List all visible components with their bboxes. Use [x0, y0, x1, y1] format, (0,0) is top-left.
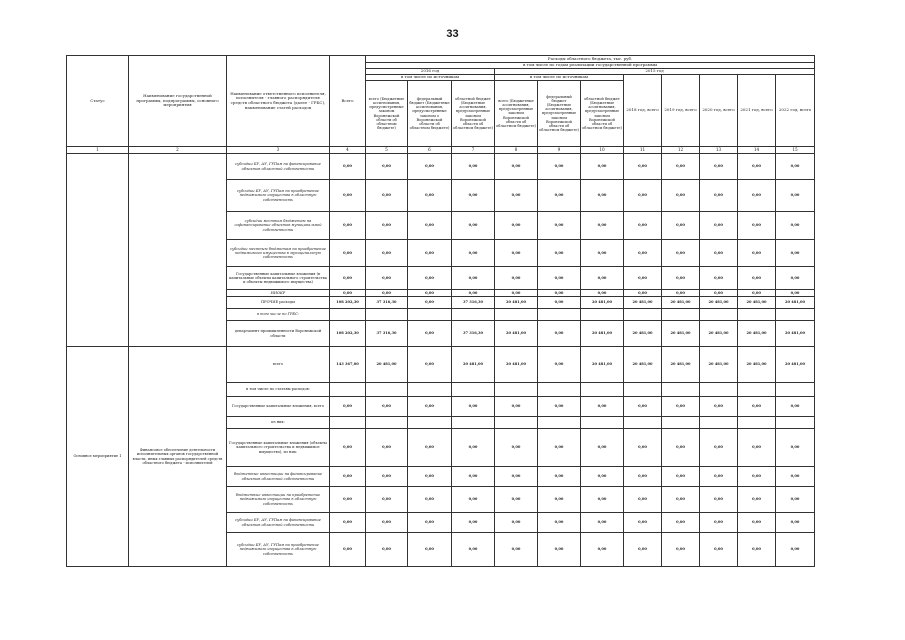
value-cell: 20 481,00	[776, 347, 815, 383]
value-cell: 0,00	[330, 212, 366, 240]
value-cell: 0,00	[408, 467, 452, 487]
value-cell: 0,00	[452, 212, 495, 240]
value-cell: 0,00	[408, 154, 452, 180]
value-cell: 0,00	[662, 397, 700, 417]
value-cell: 0,00	[738, 397, 776, 417]
value-cell: 0,00	[366, 212, 408, 240]
column-numbers-row	[67, 147, 815, 154]
value-cell: 0,00	[366, 533, 408, 567]
column-number: 5	[366, 147, 408, 154]
value-cell	[366, 309, 408, 321]
value-cell: 20 481,00	[495, 347, 538, 383]
value-cell: 0,00	[330, 533, 366, 567]
value-cell	[408, 309, 452, 321]
row-status: Основное мероприятие 1	[67, 347, 129, 567]
value-cell: 0,00	[408, 321, 452, 347]
value-cell: 0,00	[738, 533, 776, 567]
value-cell	[366, 417, 408, 429]
value-cell	[408, 417, 452, 429]
header-year-2015: 2015 год	[495, 69, 815, 75]
value-cell: 0,00	[366, 397, 408, 417]
expense-item: в том числе по статьям расходов:	[227, 383, 330, 397]
value-cell: 37 316,30	[452, 321, 495, 347]
value-cell: 20 481,00	[581, 347, 624, 383]
value-cell: 0,00	[624, 429, 662, 467]
header-2020: 2020 год, всего	[700, 75, 738, 147]
value-cell: 20 481,00	[738, 321, 776, 347]
value-cell	[624, 417, 662, 429]
value-cell: 20 481,00	[738, 347, 776, 383]
value-cell: 20 481,00	[662, 347, 700, 383]
value-cell: 0,00	[408, 267, 452, 290]
value-cell: 0,00	[366, 180, 408, 212]
value-cell: 0,00	[624, 533, 662, 567]
value-cell: 20 481,00	[624, 347, 662, 383]
value-cell: 20 481,00	[700, 321, 738, 347]
expense-item: бюджетные инвестиции на приобретение недвижимого имущества в областную собственность	[227, 487, 330, 513]
value-cell: 0,00	[452, 240, 495, 267]
value-cell: 0,00	[452, 487, 495, 513]
header-2015-regional: областной бюджет (Бюджетные ассигнования, предусмотренные законом Воронежской области об областном бюджете)	[581, 81, 624, 147]
value-cell: 0,00	[330, 397, 366, 417]
value-cell: 0,00	[538, 347, 581, 383]
value-cell: 0,00	[738, 180, 776, 212]
column-number: 2	[129, 147, 227, 154]
column-number: 6	[408, 147, 452, 154]
value-cell: 0,00	[624, 467, 662, 487]
table-body	[67, 154, 815, 567]
column-number: 4	[330, 147, 366, 154]
value-cell: 0,00	[624, 267, 662, 290]
expense-item: субсидии БУ, АУ, ГУПам на финансирование объектов областной собственности	[227, 513, 330, 533]
value-cell	[538, 417, 581, 429]
value-cell: 0,00	[776, 487, 815, 513]
value-cell: 20 481,00	[662, 321, 700, 347]
value-cell: 0,00	[624, 290, 662, 297]
value-cell: 0,00	[738, 429, 776, 467]
value-cell: 0,00	[662, 180, 700, 212]
value-cell: 0,00	[452, 467, 495, 487]
value-cell	[738, 383, 776, 397]
value-cell: 0,00	[581, 240, 624, 267]
value-cell: 0,00	[662, 154, 700, 180]
value-cell: 0,00	[662, 467, 700, 487]
expense-item: всего	[227, 347, 330, 383]
value-cell: 0,00	[330, 180, 366, 212]
value-cell: 0,00	[700, 212, 738, 240]
value-cell: 0,00	[452, 267, 495, 290]
value-cell: 0,00	[700, 429, 738, 467]
value-cell: 0,00	[581, 487, 624, 513]
header-expenses-subtitle: в том числе по годам реализации государственной программы	[366, 63, 815, 69]
value-cell: 0,00	[700, 467, 738, 487]
column-number: 1	[67, 147, 129, 154]
value-cell: 0,00	[452, 397, 495, 417]
value-cell: 0,00	[366, 513, 408, 533]
value-cell: 20 481,00	[662, 297, 700, 309]
value-cell: 0,00	[495, 212, 538, 240]
value-cell: 0,00	[452, 513, 495, 533]
header-status: Статус	[67, 56, 129, 147]
expense-item: Государственные капитальные вложения, всего	[227, 397, 330, 417]
expense-item: Государственные капитальные вложения (объекты капитального строительства и недвижимое имущество), из них:	[227, 429, 330, 467]
row-program-empty	[129, 154, 227, 347]
value-cell: 0,00	[452, 290, 495, 297]
value-cell: 0,00	[776, 154, 815, 180]
value-cell: 0,00	[662, 212, 700, 240]
header-2015-federal: федеральный бюджет (Бюджетные ассигнования, предусмотренные законом Воронежской области об областном бюджете)	[538, 81, 581, 147]
value-cell: 20 481,00	[581, 321, 624, 347]
value-cell: 0,00	[408, 429, 452, 467]
value-cell: 0,00	[624, 180, 662, 212]
value-cell	[776, 417, 815, 429]
value-cell: 0,00	[776, 397, 815, 417]
value-cell: 0,00	[538, 267, 581, 290]
value-cell: 0,00	[452, 180, 495, 212]
table-row	[67, 347, 815, 383]
value-cell: 0,00	[408, 487, 452, 513]
value-cell: 0,00	[776, 290, 815, 297]
expense-item: ПРОЧИЕ расходы	[227, 297, 330, 309]
value-cell: 20 481,00	[366, 347, 408, 383]
value-cell: 0,00	[408, 180, 452, 212]
value-cell	[538, 383, 581, 397]
header-total: Всего	[330, 56, 366, 147]
value-cell: 0,00	[624, 397, 662, 417]
value-cell: 0,00	[366, 487, 408, 513]
value-cell: 0,00	[700, 397, 738, 417]
row-program: Финансовое обеспечение деятельности исполнительных органов государственной власти, иных главных распорядителей средств областного бюджета - исполнителей	[129, 347, 227, 567]
value-cell: 0,00	[366, 267, 408, 290]
value-cell: 108 202,30	[330, 321, 366, 347]
value-cell	[662, 417, 700, 429]
expense-item: НИОКР	[227, 290, 330, 297]
value-cell: 0,00	[738, 467, 776, 487]
value-cell: 0,00	[538, 297, 581, 309]
expense-item: департамент промышленности Воронежской области	[227, 321, 330, 347]
value-cell	[581, 383, 624, 397]
value-cell: 0,00	[662, 513, 700, 533]
value-cell: 0,00	[738, 240, 776, 267]
row-status-empty	[67, 154, 129, 347]
value-cell: 0,00	[495, 533, 538, 567]
expense-item: субсидии БУ, АУ, ГУПам на финансирование объектов областной собственности	[227, 154, 330, 180]
value-cell: 0,00	[624, 154, 662, 180]
value-cell: 0,00	[662, 429, 700, 467]
value-cell: 0,00	[700, 154, 738, 180]
value-cell: 0,00	[581, 212, 624, 240]
value-cell: 0,00	[495, 467, 538, 487]
value-cell: 0,00	[538, 533, 581, 567]
value-cell: 143 367,00	[330, 347, 366, 383]
value-cell: 0,00	[408, 290, 452, 297]
value-cell	[538, 309, 581, 321]
value-cell: 20 481,00	[738, 297, 776, 309]
value-cell	[452, 383, 495, 397]
value-cell	[776, 383, 815, 397]
value-cell: 20 481,00	[700, 297, 738, 309]
value-cell: 0,00	[408, 533, 452, 567]
value-cell: 0,00	[538, 212, 581, 240]
value-cell: 0,00	[538, 397, 581, 417]
value-cell: 0,00	[366, 429, 408, 467]
column-number: 14	[738, 147, 776, 154]
value-cell: 0,00	[738, 290, 776, 297]
value-cell	[330, 383, 366, 397]
column-number: 9	[538, 147, 581, 154]
value-cell: 0,00	[408, 513, 452, 533]
header-2016-total: всего (Бюджетные ассигнования, предусмотренные законом Воронежской области об областном бюджете)	[366, 81, 408, 147]
value-cell: 108 202,30	[330, 297, 366, 309]
expense-item: субсидии БУ, АУ, ГУПам на приобретение недвижимого имущества в областную собственность	[227, 533, 330, 567]
column-number: 13	[700, 147, 738, 154]
value-cell: 0,00	[538, 180, 581, 212]
value-cell: 0,00	[581, 180, 624, 212]
value-cell: 0,00	[408, 347, 452, 383]
value-cell: 20 481,00	[581, 297, 624, 309]
value-cell: 0,00	[408, 297, 452, 309]
value-cell: 0,00	[495, 240, 538, 267]
value-cell: 0,00	[581, 533, 624, 567]
value-cell: 0,00	[330, 240, 366, 267]
value-cell: 0,00	[538, 513, 581, 533]
value-cell: 0,00	[581, 154, 624, 180]
expense-item: в том числе по ГРБС:	[227, 309, 330, 321]
value-cell: 0,00	[408, 212, 452, 240]
value-cell: 0,00	[738, 513, 776, 533]
value-cell: 0,00	[495, 180, 538, 212]
value-cell: 0,00	[776, 513, 815, 533]
value-cell: 0,00	[330, 513, 366, 533]
header-2016-federal: федеральный бюджет (Бюджетные ассигнования, предусмотренные законом о Воронежской области об областном бюджете)	[408, 81, 452, 147]
column-number: 11	[624, 147, 662, 154]
table-row	[67, 154, 815, 180]
value-cell: 0,00	[776, 212, 815, 240]
value-cell	[495, 417, 538, 429]
value-cell: 0,00	[624, 212, 662, 240]
value-cell	[330, 417, 366, 429]
value-cell: 0,00	[452, 429, 495, 467]
value-cell: 0,00	[452, 533, 495, 567]
value-cell: 0,00	[538, 240, 581, 267]
value-cell: 0,00	[330, 154, 366, 180]
value-cell: 0,00	[495, 154, 538, 180]
expense-item: из них:	[227, 417, 330, 429]
value-cell: 0,00	[700, 487, 738, 513]
value-cell: 37 316,30	[366, 321, 408, 347]
header-2021: 2021 год, всего	[738, 75, 776, 147]
header-2015-sources: в том числе по источникам	[495, 75, 624, 81]
header-2018: 2018 год, всего	[624, 75, 662, 147]
value-cell: 0,00	[538, 467, 581, 487]
value-cell: 0,00	[538, 487, 581, 513]
value-cell: 20 481,00	[776, 297, 815, 309]
value-cell: 0,00	[624, 513, 662, 533]
value-cell: 0,00	[581, 513, 624, 533]
page-number: 33	[446, 28, 459, 40]
value-cell: 0,00	[738, 154, 776, 180]
value-cell: 37 316,30	[452, 297, 495, 309]
value-cell: 0,00	[330, 290, 366, 297]
header-2016-sources: в том числе по источникам	[366, 75, 495, 81]
value-cell: 0,00	[700, 240, 738, 267]
value-cell: 0,00	[662, 290, 700, 297]
column-number: 10	[581, 147, 624, 154]
value-cell	[366, 383, 408, 397]
value-cell: 0,00	[776, 267, 815, 290]
value-cell	[452, 417, 495, 429]
value-cell: 0,00	[700, 513, 738, 533]
value-cell: 0,00	[581, 467, 624, 487]
header-year-2016: 2016 год	[366, 69, 495, 75]
value-cell: 0,00	[662, 240, 700, 267]
value-cell: 20 481,00	[495, 321, 538, 347]
value-cell	[495, 309, 538, 321]
value-cell: 0,00	[408, 240, 452, 267]
value-cell: 0,00	[581, 290, 624, 297]
value-cell: 0,00	[776, 533, 815, 567]
table-header	[67, 56, 815, 154]
value-cell: 0,00	[776, 240, 815, 267]
header-2019: 2019 год, всего	[662, 75, 700, 147]
value-cell: 0,00	[776, 429, 815, 467]
value-cell: 0,00	[624, 487, 662, 513]
value-cell	[662, 309, 700, 321]
value-cell	[495, 383, 538, 397]
value-cell: 0,00	[495, 290, 538, 297]
value-cell: 0,00	[738, 212, 776, 240]
value-cell: 0,00	[330, 487, 366, 513]
value-cell: 0,00	[538, 154, 581, 180]
value-cell	[700, 309, 738, 321]
column-number: 15	[776, 147, 815, 154]
value-cell	[700, 417, 738, 429]
value-cell	[581, 309, 624, 321]
value-cell: 0,00	[538, 290, 581, 297]
column-number: 8	[495, 147, 538, 154]
value-cell: 37 316,30	[366, 297, 408, 309]
value-cell: 0,00	[495, 513, 538, 533]
value-cell: 0,00	[366, 290, 408, 297]
header-expenses: Расходы областного бюджета, тыс. руб.	[366, 56, 815, 63]
value-cell: 0,00	[452, 154, 495, 180]
expense-item: субсидии БУ, АУ, ГУПам на приобретение недвижимого имущества в областную собственность	[227, 180, 330, 212]
value-cell: 20 481,00	[624, 321, 662, 347]
value-cell: 0,00	[662, 487, 700, 513]
value-cell: 0,00	[495, 397, 538, 417]
value-cell	[776, 309, 815, 321]
value-cell: 20 481,00	[495, 297, 538, 309]
header-2016-regional: областной бюджет (Бюджетные ассигнования, предусмотренные законом Воронежской области об областном бюджете)	[452, 81, 495, 147]
value-cell	[408, 383, 452, 397]
value-cell: 0,00	[738, 267, 776, 290]
value-cell	[452, 309, 495, 321]
value-cell: 20 481,00	[624, 297, 662, 309]
column-number: 7	[452, 147, 495, 154]
value-cell: 0,00	[366, 467, 408, 487]
value-cell: 20 481,00	[776, 321, 815, 347]
value-cell: 0,00	[366, 240, 408, 267]
value-cell: 0,00	[495, 487, 538, 513]
value-cell: 0,00	[581, 397, 624, 417]
value-cell: 0,00	[700, 267, 738, 290]
value-cell: 0,00	[538, 321, 581, 347]
value-cell: 0,00	[738, 487, 776, 513]
value-cell: 0,00	[495, 267, 538, 290]
value-cell: 20 481,00	[452, 347, 495, 383]
column-number: 12	[662, 147, 700, 154]
value-cell: 0,00	[366, 154, 408, 180]
header-program: Наименование государственной программы, подпрограммы, основного мероприятия	[129, 56, 227, 147]
value-cell: 0,00	[581, 267, 624, 290]
value-cell	[581, 417, 624, 429]
value-cell: 0,00	[408, 397, 452, 417]
value-cell: 0,00	[581, 429, 624, 467]
header-2015-total: всего (Бюджетные ассигнования, предусмотренные законом Воронежской области об областном бюджете)	[495, 81, 538, 147]
value-cell	[700, 383, 738, 397]
value-cell: 0,00	[776, 180, 815, 212]
expense-item: субсидии местным бюджетам на приобретение недвижимого имущества в муниципальную собственность	[227, 240, 330, 267]
value-cell	[624, 309, 662, 321]
column-number: 3	[227, 147, 330, 154]
value-cell: 0,00	[538, 429, 581, 467]
value-cell: 0,00	[662, 267, 700, 290]
header-executor: Наименование ответственного исполнителя, исполнителя - главного распорядителя средств областного бюджета (далее - ГРБС), наименование статей расходов	[227, 56, 330, 147]
value-cell: 0,00	[700, 533, 738, 567]
value-cell: 20 481,00	[700, 347, 738, 383]
value-cell: 0,00	[330, 429, 366, 467]
value-cell: 0,00	[624, 240, 662, 267]
value-cell	[738, 417, 776, 429]
expense-item: Государственные капитальные вложения (в капитальные объекты капитального строительства и объекты недвижимого имущества)	[227, 267, 330, 290]
value-cell: 0,00	[330, 267, 366, 290]
value-cell: 0,00	[776, 467, 815, 487]
value-cell: 0,00	[700, 180, 738, 212]
value-cell: 0,00	[662, 533, 700, 567]
value-cell	[624, 383, 662, 397]
budget-table	[66, 55, 815, 567]
value-cell: 0,00	[495, 429, 538, 467]
expense-item: субсидии местным бюджетам на софинансирование объектов муниципальной собственности	[227, 212, 330, 240]
value-cell: 0,00	[330, 467, 366, 487]
header-2022: 2022 год, всего	[776, 75, 815, 147]
expense-item: бюджетные инвестиции на финансирование объектов областной собственности	[227, 467, 330, 487]
value-cell	[330, 309, 366, 321]
value-cell	[738, 309, 776, 321]
value-cell: 0,00	[700, 290, 738, 297]
value-cell	[662, 383, 700, 397]
